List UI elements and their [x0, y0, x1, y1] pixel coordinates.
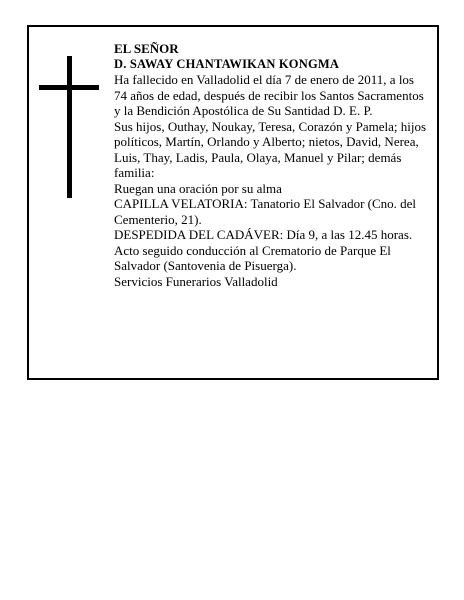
notice-body [114, 41, 429, 289]
funeral-services: Servicios Funerarios Valladolid [114, 273, 278, 289]
obituary-notice [27, 25, 439, 380]
prayer-request: Ruegan una oración por su alma [114, 180, 282, 196]
cross-horizontal-bar [39, 85, 99, 90]
death-statement: Ha fallecido en Valladolid el día 7 de enero de 2011, a los 74 años de edad, después de recibir los Santos Sacramentos y la Bendición Apostólica de Su Santidad D. E. P. [114, 72, 424, 118]
farewell-details: DESPEDIDA DEL CADÁVER: Día 9, a las 12.45 horas. Acto seguido conducción al Crematorio de Parque El Salvador (Santovenia de Pisuerga). [114, 227, 413, 273]
wake-location: CAPILLA VELATORIA: Tanatorio El Salvador (Cno. del Cementerio, 21). [114, 196, 417, 227]
notice-heading: EL SEÑOR [114, 41, 179, 56]
cross-vertical-bar [67, 56, 72, 198]
deceased-name: D. SAWAY CHANTAWIKAN KONGMA [114, 56, 340, 71]
family-list: Sus hijos, Outhay, Noukay, Teresa, Corazón y Pamela; hijos políticos, Martín, Orlando y Alberto; nietos, David, Nerea, Luis, Thay, Ladis, Paula, Olaya, Manuel y Pilar; demás familia: [114, 118, 427, 180]
